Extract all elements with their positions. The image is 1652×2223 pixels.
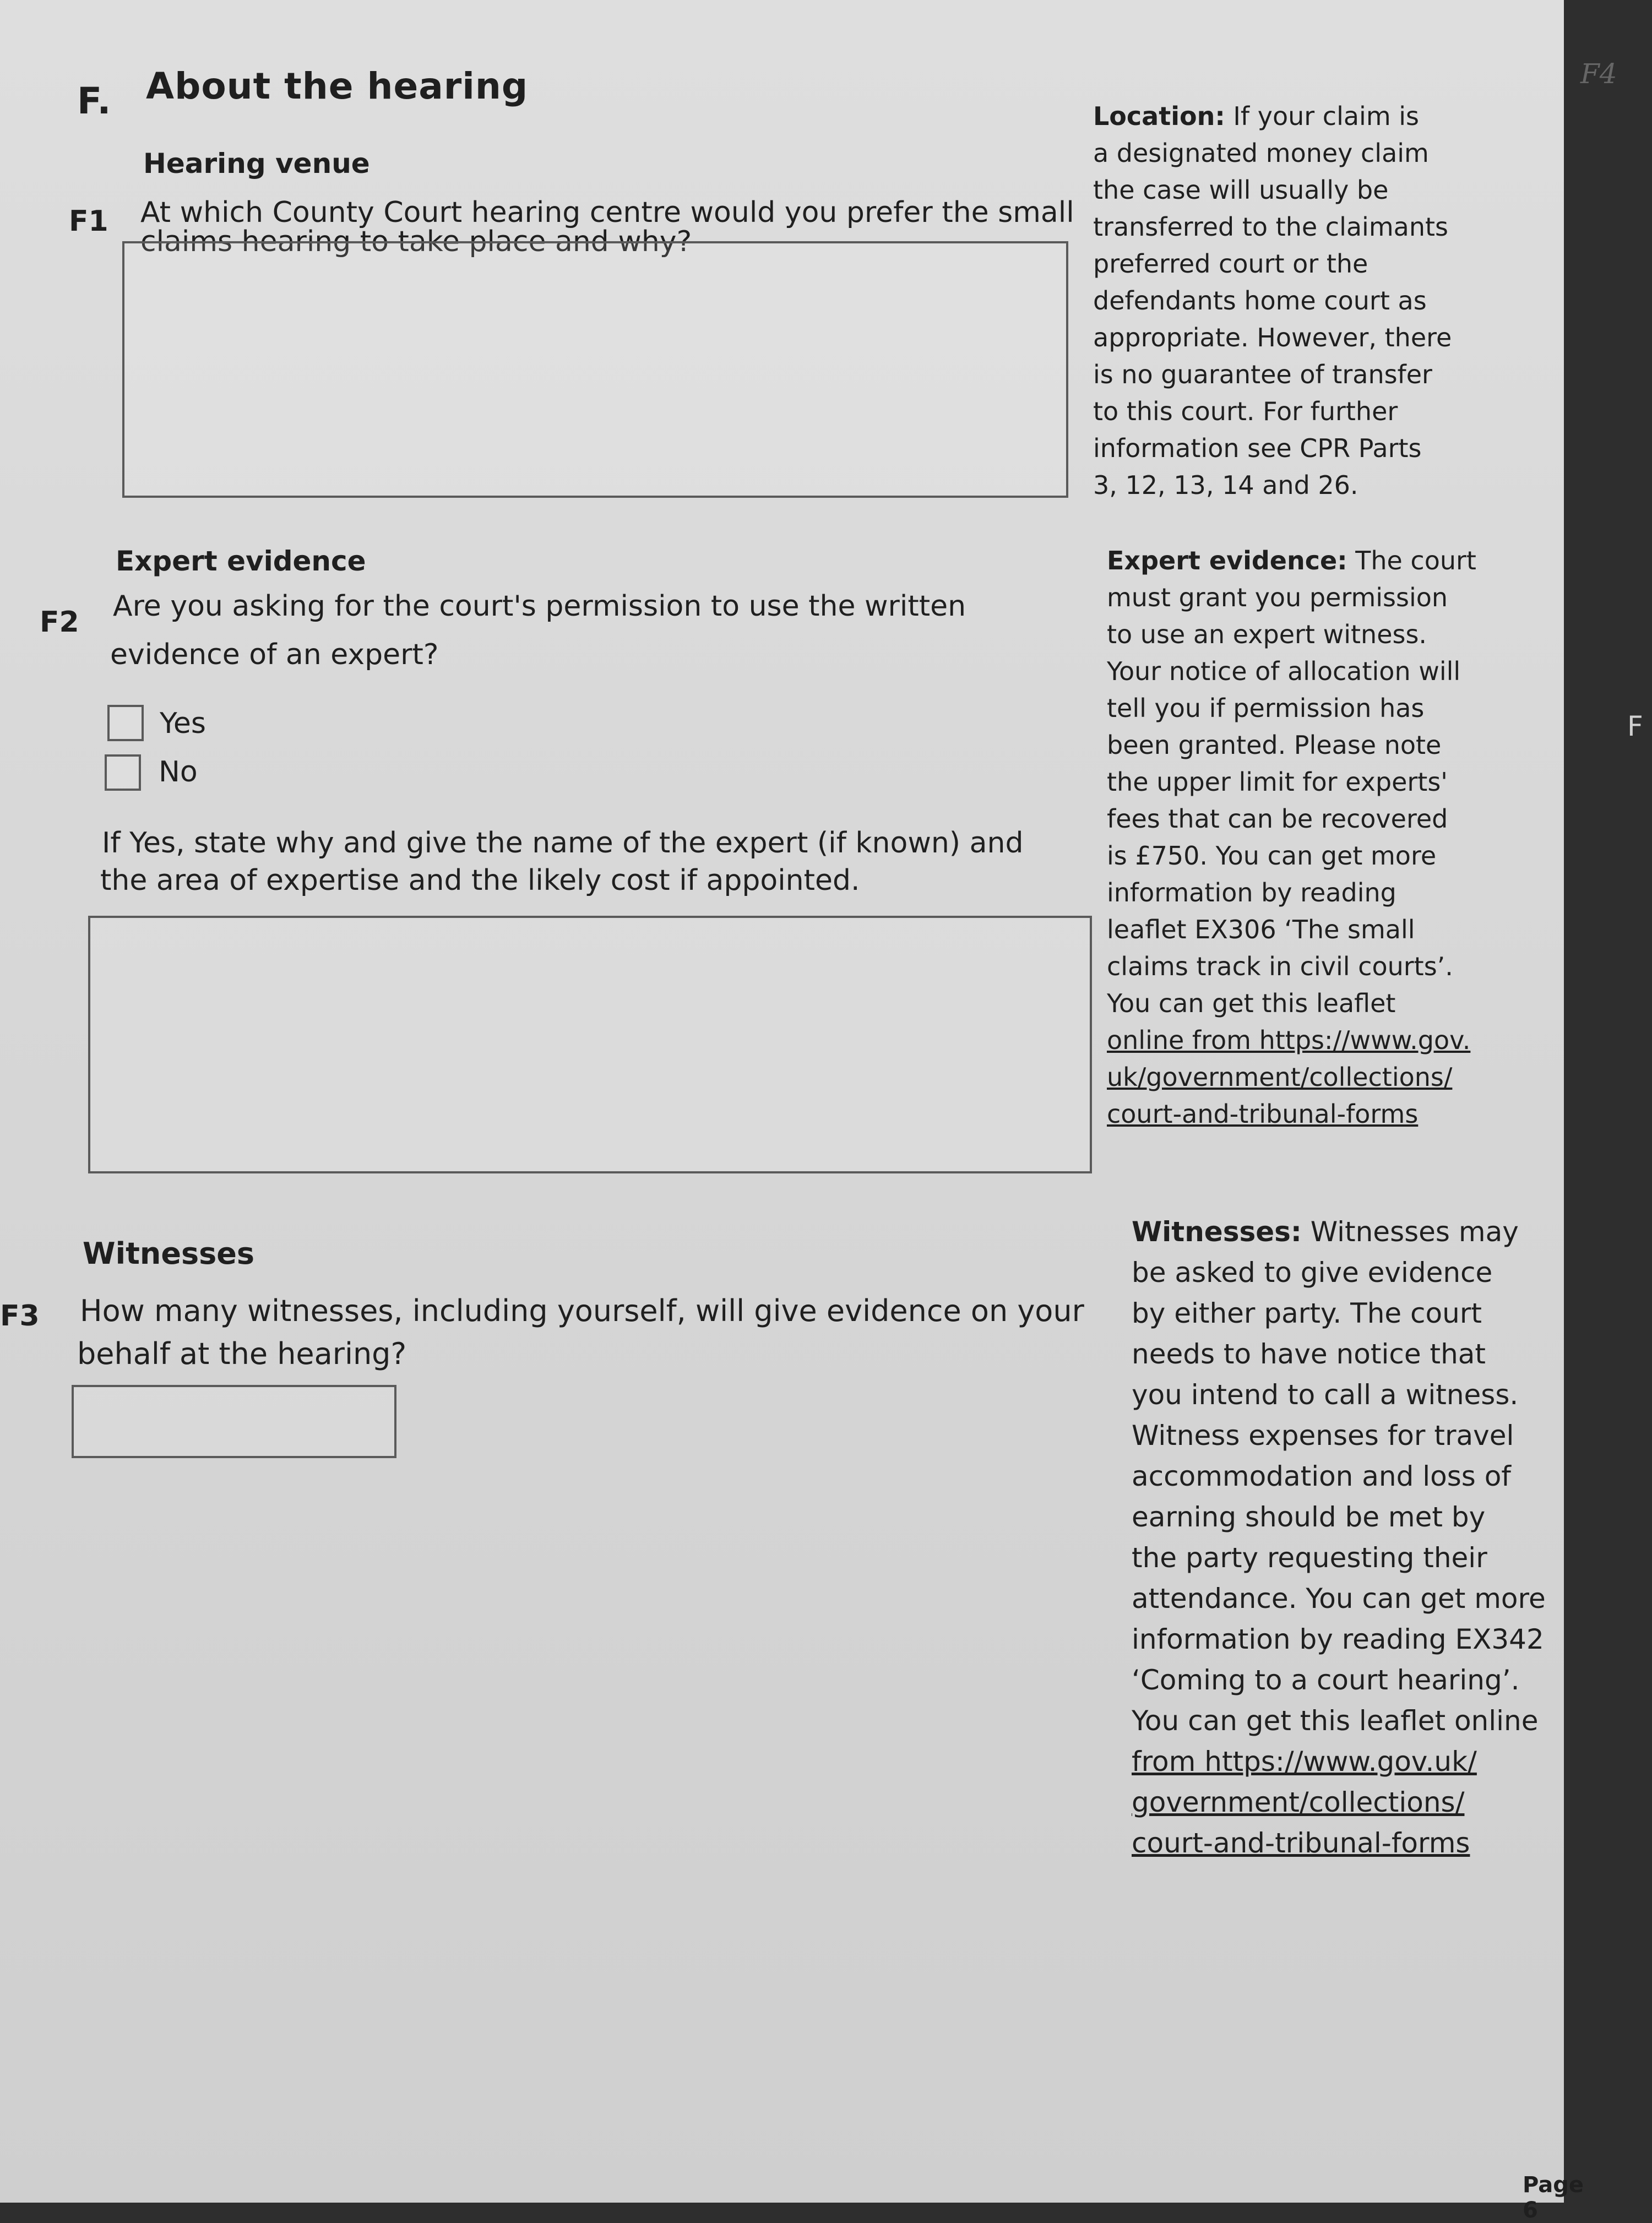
location-guidance-line: preferred court or the <box>1093 249 1368 279</box>
location-guidance-line: Location: If your claim is <box>1093 101 1420 131</box>
expert-heading: Expert evidence: <box>1107 546 1347 575</box>
witness-link-line[interactable]: court-and-tribunal-forms <box>1132 1827 1470 1859</box>
witness-guidance-line: by either party. The court <box>1132 1297 1482 1329</box>
f1-subheading: Hearing venue <box>143 148 370 180</box>
f3-number: F3 <box>0 1300 40 1333</box>
f1-question-line1: At which County Court hearing centre would you prefer the small <box>140 196 1074 229</box>
expert-guidance-line: leaflet EX306 ‘The small <box>1107 915 1415 944</box>
witness-guidance-line: earning should be met by <box>1132 1501 1486 1533</box>
expert-guidance-line: claims track in civil courts’. <box>1107 952 1453 981</box>
location-guidance-line: transferred to the claimants <box>1093 212 1448 242</box>
f1-question-line2: claims hearing to take place and why? <box>140 225 692 258</box>
expert-guidance-line: must grant you permission <box>1107 583 1448 612</box>
expert-link-line[interactable]: court-and-tribunal-forms <box>1107 1099 1419 1129</box>
location-guidance-line: 3, 12, 13, 14 and 26. <box>1093 470 1358 500</box>
expert-guidance-line: information by reading <box>1107 878 1396 907</box>
expert-guidance-line: been granted. Please note <box>1107 730 1442 760</box>
expert-guidance-line: fees that can be recovered <box>1107 804 1448 834</box>
witness-guidance-line: You can get this leaflet online <box>1132 1705 1539 1737</box>
handwritten-mark: F4 <box>1580 58 1617 90</box>
witness-guidance-line: the party requesting their <box>1132 1542 1487 1574</box>
witness-guidance-line: Witness expenses for travel <box>1132 1420 1514 1452</box>
f2-followup-line1: If Yes, state why and give the name of the expert (if known) and <box>102 827 1024 860</box>
expert-link-line[interactable]: uk/government/collections/ <box>1107 1062 1453 1092</box>
f2-no-label: No <box>159 756 198 789</box>
expert-link-line[interactable]: online from https://www.gov. <box>1107 1025 1471 1055</box>
f3-subheading: Witnesses <box>83 1236 255 1271</box>
witness-link-line[interactable]: government/collections/ <box>1132 1786 1465 1818</box>
witness-guidance-line: you intend to call a witness. <box>1132 1379 1519 1411</box>
witness-link-line[interactable]: from https://www.gov.uk/ <box>1132 1746 1477 1778</box>
expert-guidance-line: Your notice of allocation will <box>1107 656 1461 686</box>
page-number: Page 6 <box>1523 2172 1584 2223</box>
expert-guidance-line: the upper limit for experts' <box>1107 767 1448 797</box>
f2-yes-label: Yes <box>160 707 206 740</box>
expert-guidance-line: You can get this leaflet <box>1107 988 1396 1018</box>
location-guidance-line: appropriate. However, there <box>1093 323 1452 352</box>
f1-answer-box[interactable] <box>122 241 1068 498</box>
witness-guidance-line: attendance. You can get more <box>1132 1583 1546 1615</box>
witness-guidance <box>1132 1211 1550 1863</box>
location-guidance-line: a designated money claim <box>1093 138 1429 168</box>
f2-followup-line2: the area of expertise and the likely cost if appointed. <box>100 864 860 897</box>
expert-guidance-line: is £750. You can get more <box>1107 841 1437 871</box>
witness-guidance-line: needs to have notice that <box>1132 1338 1486 1370</box>
location-guidance <box>1093 98 1479 504</box>
expert-guidance-line: Expert evidence: The court <box>1107 546 1476 575</box>
expert-guidance <box>1107 542 1525 1133</box>
location-heading: Location: <box>1093 101 1225 131</box>
location-guidance-line: information see CPR Parts <box>1093 433 1422 463</box>
location-guidance-line: the case will usually be <box>1093 175 1389 205</box>
f2-question-line1: Are you asking for the court's permission to use the written <box>113 590 966 623</box>
witness-guidance-line: Witnesses: Witnesses may <box>1132 1216 1519 1248</box>
section-letter: F. <box>77 80 112 122</box>
side-tab-letter: F <box>1627 710 1643 742</box>
witness-guidance-line: ‘Coming to a court hearing’. <box>1132 1664 1520 1696</box>
f2-no-checkbox[interactable] <box>105 754 141 791</box>
witness-guidance-line: accommodation and loss of <box>1132 1460 1511 1492</box>
witness-guidance-line: be asked to give evidence <box>1132 1257 1493 1289</box>
witness-guidance-line: information by reading EX342 <box>1132 1623 1544 1655</box>
f2-subheading: Expert evidence <box>116 545 366 577</box>
section-title: About the hearing <box>146 65 529 107</box>
location-guidance-line: defendants home court as <box>1093 286 1427 316</box>
f2-answer-box[interactable] <box>88 916 1092 1173</box>
witness-heading: Witnesses: <box>1132 1216 1302 1248</box>
f3-question-line2: behalf at the hearing? <box>77 1336 407 1371</box>
f2-number: F2 <box>40 606 79 639</box>
f3-witness-count-box[interactable] <box>72 1385 396 1458</box>
expert-guidance-line: tell you if permission has <box>1107 693 1425 723</box>
location-guidance-line: to this court. For further <box>1093 396 1398 426</box>
f2-yes-checkbox[interactable] <box>107 705 144 741</box>
location-guidance-line: is no guarantee of transfer <box>1093 360 1432 389</box>
f2-question-line2: evidence of an expert? <box>110 638 439 671</box>
f1-number: F1 <box>69 205 108 238</box>
f3-question-line1: How many witnesses, including yourself, will give evidence on your <box>80 1293 1084 1328</box>
expert-guidance-line: to use an expert witness. <box>1107 619 1427 649</box>
